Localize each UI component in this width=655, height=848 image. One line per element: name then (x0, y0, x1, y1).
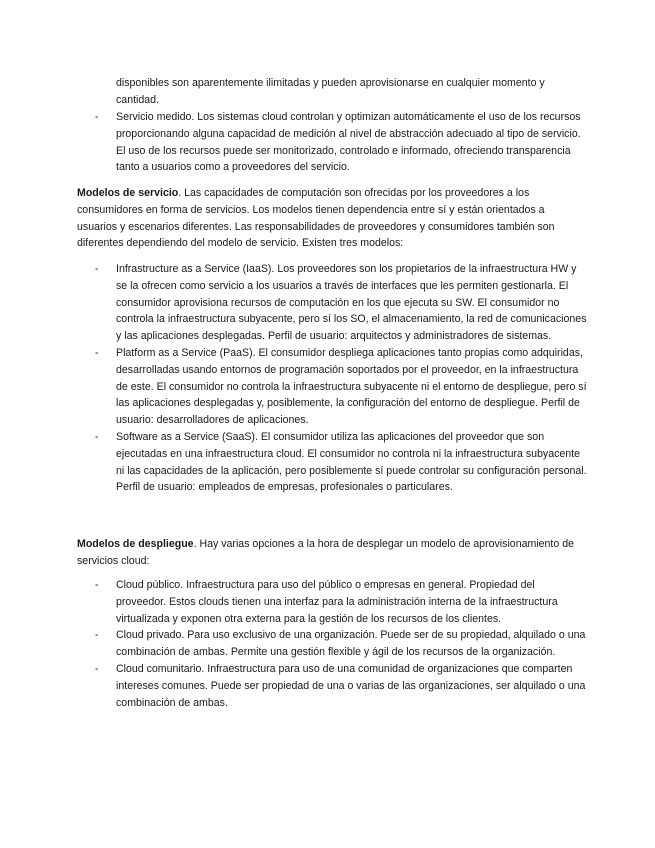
list-item-cloud-privado: - Cloud privado. Para uso exclusivo de una organización. Puede ser de su propiedad, alquilado o una combinación de ambas. Permite una gestión flexible y ágil de los recursos de la organización. (77, 627, 587, 661)
service-models-paragraph (77, 185, 587, 252)
list-item-saas: - Software as a Service (SaaS). El consumidor utiliza las aplicaciones del proveedor que son ejecutadas en una infraestructura cloud. El consumidor no controla ni la infraestructura subyacente ni las capacidades de la aplicación, pero posiblemente sí puede controlar su configuración personal. Perfil de usuario: empleados de empresas, profesionales o particulares. (77, 429, 587, 496)
list-item-cloud-comunitario: - Cloud comunitario. Infraestructura para uso de una comunidad de organizaciones que comparten intereses comunes. Puede ser propiedad de una o varias de las organizaciones, ser alquilado o una combinación de ambas. (77, 661, 587, 711)
service-models-list (77, 261, 587, 496)
service-models-heading: Modelos de servicio (77, 187, 179, 199)
list-item-cloud-publico: - Cloud público. Infraestructura para uso del público o empresas en general. Propiedad del proveedor. Estos clouds tienen una interfaz para la administración interna de la infraestructura virtualizada y exponen otra externa para la gestión de los recursos de los clientes. (77, 577, 587, 627)
deployment-models-list (77, 577, 587, 711)
first-bullet-list (77, 109, 587, 176)
deployment-models-heading: Modelos de despliegue (77, 538, 194, 550)
intro-continuation: disponibles son aparentemente ilimitadas y pueden aprovisionarse en cualquier momento y cantidad. (116, 77, 545, 106)
list-item-paas: - Platform as a Service (PaaS). El consumidor despliega aplicaciones tanto propias como adquiridas, desarrolladas usando entornos de programación soportados por el proveedor, en la infraestructura de este. El consumidor no controla la infraestructura subyacente ni el entorno de despliegue, pero sí las aplicaciones desplegadas y, posiblemente, la configuración del entorno de despliegue. Perfil de usuario: desarrolladores de aplicaciones. (77, 345, 587, 429)
list-item-servicio-medido: - Servicio medido. Los sistemas cloud controlan y optimizan automáticamente el uso de los recursos proporcionando alguna capacidad de medición al nivel de abstracción adecuado al tipo de servicio. El uso de los recursos puede ser monitorizado, controlado e informado, ofreciendo transparencia tanto a usuarios como a proveedores del servicio. (77, 109, 587, 176)
deployment-models-intro: . Hay varias opciones a la hora de desplegar un modelo de aprovisionamiento de servicios cloud: (77, 538, 574, 567)
service-models-intro: . Las capacidades de computación son ofrecidas por los proveedores a los consumidores en forma de servicios. Los modelos tienen dependencia entre sí y están orientados a usuarios y escenarios diferentes. Las responsabilidades de proveedores y consumidores también son diferentes dependiendo del modelo de servicio. Existen tres modelos: (77, 187, 555, 250)
list-item-iaas: - Infrastructure as a Service (IaaS). Los proveedores son los propietarios de la infraestructura HW y se la ofrecen como servicio a los usuarios a través de interfaces que les permiten gestionarla. El consumidor aprovisiona recursos de computación en los que ejecuta su SW. El consumidor no controla la infraestructura subyacente, pero sí los SO, el almacenamiento, la red de comunicaciones y las aplicaciones desplegadas. Perfil de usuario: arquitectos y administradores de sistemas. (77, 261, 587, 345)
deployment-models-paragraph (77, 536, 587, 570)
